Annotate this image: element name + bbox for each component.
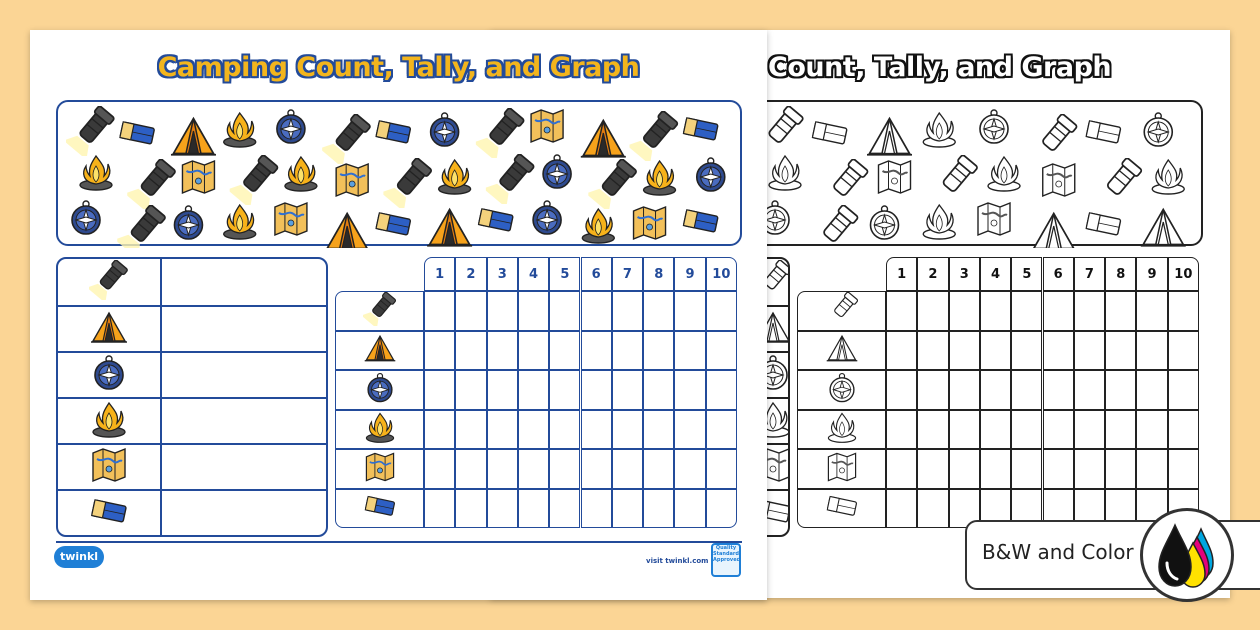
graph-column-number: 5 xyxy=(1011,257,1042,291)
graph-cell[interactable] xyxy=(518,370,549,410)
graph-cell[interactable] xyxy=(1105,370,1136,410)
flashlight-icon xyxy=(825,292,859,326)
graph-cell[interactable] xyxy=(917,291,948,331)
graph-cell[interactable] xyxy=(487,489,518,529)
graph-cell[interactable] xyxy=(643,489,674,529)
sleeping-bag-icon xyxy=(1086,121,1121,143)
graph-cell[interactable] xyxy=(612,331,643,371)
graph-cell[interactable] xyxy=(917,370,948,410)
map-icon xyxy=(363,450,397,484)
campfire-icon xyxy=(224,205,256,239)
graph-cell[interactable] xyxy=(980,370,1011,410)
campfire-icon xyxy=(923,113,955,147)
tally-icon-cell xyxy=(58,307,162,351)
graph-cell[interactable] xyxy=(706,449,737,489)
compass-icon xyxy=(1144,113,1172,146)
graph-column-number: 3 xyxy=(487,257,518,291)
flashlight-icon xyxy=(473,104,528,162)
bw-camping-pictures xyxy=(747,102,1205,248)
flashlight-icon xyxy=(766,105,804,145)
graph-cell[interactable] xyxy=(424,489,455,529)
sleeping-bag-icon xyxy=(683,118,718,140)
flashlight-icon xyxy=(381,154,436,212)
graph-cell[interactable] xyxy=(1011,449,1042,489)
graph-cell[interactable] xyxy=(1105,331,1136,371)
tally-mark-cell[interactable] xyxy=(164,491,326,535)
graph-cell[interactable] xyxy=(518,291,549,331)
graph-cell[interactable] xyxy=(917,410,948,450)
ink-drops-badge xyxy=(1140,508,1234,602)
graph-cell[interactable] xyxy=(643,291,674,331)
graph-cell[interactable] xyxy=(549,291,580,331)
graph-cell[interactable] xyxy=(487,331,518,371)
flashlight-icon xyxy=(831,158,869,198)
graph-cell[interactable] xyxy=(518,410,549,450)
campfire-icon xyxy=(923,205,955,239)
map-icon xyxy=(634,207,666,239)
graph-row-icon-sleeping-bag xyxy=(797,489,886,529)
flashlight-icon xyxy=(227,151,282,209)
graph-cell[interactable] xyxy=(1043,331,1074,371)
bw-bar-graph-grid xyxy=(795,257,1205,529)
graph-cell[interactable] xyxy=(1011,370,1042,410)
graph-cell[interactable] xyxy=(455,370,486,410)
flashlight-icon xyxy=(940,154,978,194)
tent-icon xyxy=(363,331,397,365)
graph-cell[interactable] xyxy=(917,489,948,529)
sleeping-bag-icon xyxy=(812,122,847,144)
map-icon xyxy=(336,164,368,196)
graph-column-number: 1 xyxy=(886,257,917,291)
graph-cell[interactable] xyxy=(455,331,486,371)
graph-cell[interactable] xyxy=(674,331,705,371)
graph-row-icon-flashlight xyxy=(797,291,886,331)
graph-cell[interactable] xyxy=(581,291,612,331)
flashlight-icon xyxy=(320,110,375,168)
color-picture-box xyxy=(56,100,742,246)
compass-icon xyxy=(174,206,202,239)
campfire-icon xyxy=(89,399,129,439)
graph-row-icon-flashlight xyxy=(335,291,424,331)
graph-cell[interactable] xyxy=(424,331,455,371)
graph-cell[interactable] xyxy=(643,331,674,371)
flashlight-icon xyxy=(125,155,180,213)
campfire-icon xyxy=(80,156,112,190)
compass-icon xyxy=(533,201,561,234)
graph-cell[interactable] xyxy=(612,410,643,450)
map-icon xyxy=(531,110,563,142)
tent-icon xyxy=(171,119,216,155)
graph-cell[interactable] xyxy=(980,291,1011,331)
graph-cell[interactable] xyxy=(1105,410,1136,450)
flashlight-icon xyxy=(63,102,118,160)
tent-icon xyxy=(825,331,859,365)
tent-icon xyxy=(89,307,129,347)
campfire-icon xyxy=(363,410,397,444)
graph-cell[interactable] xyxy=(886,331,917,371)
compass-icon xyxy=(697,158,725,191)
graph-cell[interactable] xyxy=(487,410,518,450)
graph-column-number: 8 xyxy=(1105,257,1136,291)
tent-icon xyxy=(1031,214,1076,249)
graph-column-number: 8 xyxy=(643,257,674,291)
graph-cell[interactable] xyxy=(455,489,486,529)
map-icon xyxy=(275,203,307,235)
graph-cell[interactable] xyxy=(1168,331,1199,371)
graph-cell[interactable] xyxy=(1043,291,1074,331)
graph-cell[interactable] xyxy=(424,449,455,489)
map-icon xyxy=(89,445,129,485)
graph-cell[interactable] xyxy=(674,291,705,331)
quality-badge xyxy=(711,543,741,577)
tally-row-compass xyxy=(58,351,326,397)
color-tally-table xyxy=(56,257,328,537)
tally-icon-cell xyxy=(58,445,162,489)
graph-cell[interactable] xyxy=(643,410,674,450)
graph-cell[interactable] xyxy=(1074,410,1105,450)
graph-cell[interactable] xyxy=(706,410,737,450)
graph-column-number: 2 xyxy=(455,257,486,291)
tent-icon xyxy=(325,214,370,249)
map-icon xyxy=(1043,164,1075,196)
graph-cell[interactable] xyxy=(581,370,612,410)
graph-cell[interactable] xyxy=(1168,449,1199,489)
campfire-icon xyxy=(988,157,1020,191)
tally-mark-cell[interactable] xyxy=(164,445,326,489)
compass-icon xyxy=(871,206,899,239)
graph-cell[interactable] xyxy=(917,331,948,371)
graph-row-icon-map xyxy=(335,449,424,489)
flashlight-icon xyxy=(1040,113,1078,153)
graph-cell[interactable] xyxy=(549,370,580,410)
flashlight-icon xyxy=(483,150,538,208)
campfire-icon xyxy=(825,410,859,444)
graph-cell[interactable] xyxy=(487,449,518,489)
graph-cell[interactable] xyxy=(1043,370,1074,410)
graph-cell[interactable] xyxy=(1136,291,1167,331)
graph-cell[interactable] xyxy=(1168,291,1199,331)
graph-column-number: 3 xyxy=(949,257,980,291)
graph-cell[interactable] xyxy=(612,449,643,489)
graph-cell[interactable] xyxy=(581,331,612,371)
map-icon xyxy=(879,161,911,193)
compass-icon xyxy=(825,371,859,405)
color-worksheet xyxy=(30,30,767,600)
sleeping-bag-icon xyxy=(825,489,859,523)
graph-cell[interactable] xyxy=(581,410,612,450)
graph-cell[interactable] xyxy=(1136,331,1167,371)
bw-picture-box xyxy=(745,100,1203,246)
campfire-icon xyxy=(439,160,471,194)
graph-cell[interactable] xyxy=(1011,291,1042,331)
graph-row-icon-compass xyxy=(335,370,424,410)
graph-cell[interactable] xyxy=(949,331,980,371)
graph-cell[interactable] xyxy=(706,370,737,410)
map-icon xyxy=(978,203,1010,235)
graph-cell[interactable] xyxy=(1011,331,1042,371)
graph-cell[interactable] xyxy=(1074,370,1105,410)
graph-cell[interactable] xyxy=(518,449,549,489)
graph-cell[interactable] xyxy=(1074,291,1105,331)
tally-mark-cell[interactable] xyxy=(164,399,326,443)
graph-column-number: 10 xyxy=(1168,257,1199,291)
graph-cell[interactable] xyxy=(549,331,580,371)
graph-row-icon-campfire xyxy=(797,410,886,450)
graph-cell[interactable] xyxy=(980,331,1011,371)
graph-column-number: 4 xyxy=(518,257,549,291)
graph-column-number: 9 xyxy=(1136,257,1167,291)
graph-cell[interactable] xyxy=(581,489,612,529)
graph-cell[interactable] xyxy=(424,370,455,410)
graph-cell[interactable] xyxy=(886,449,917,489)
graph-column-number: 5 xyxy=(549,257,580,291)
flashlight-icon xyxy=(363,292,397,326)
compass-icon xyxy=(431,113,459,146)
graph-cell[interactable] xyxy=(455,291,486,331)
sleeping-bag-icon xyxy=(89,491,129,531)
sleeping-bag-icon xyxy=(683,210,718,232)
flashlight-icon xyxy=(89,260,129,300)
visit-link-text: visit twinkl.com xyxy=(646,557,709,565)
sleeping-bag-icon xyxy=(363,489,397,523)
graph-cell[interactable] xyxy=(1168,370,1199,410)
tent-icon xyxy=(581,121,626,157)
graph-cell[interactable] xyxy=(1011,410,1042,450)
tally-icon-cell xyxy=(58,399,162,443)
graph-cell[interactable] xyxy=(643,370,674,410)
tally-row-map xyxy=(58,443,326,489)
ink-drops-icon xyxy=(1151,519,1223,591)
twinkl-logo: twinkl xyxy=(54,546,104,568)
graph-cell[interactable] xyxy=(706,489,737,529)
graph-cell[interactable] xyxy=(886,489,917,529)
graph-cell[interactable] xyxy=(949,370,980,410)
graph-cell[interactable] xyxy=(674,410,705,450)
graph-cell[interactable] xyxy=(549,449,580,489)
graph-column-number: 6 xyxy=(1043,257,1074,291)
graph-column-number: 9 xyxy=(674,257,705,291)
sleeping-bag-icon xyxy=(376,213,411,235)
graph-row-icon-tent xyxy=(797,331,886,371)
tally-row-campfire xyxy=(58,397,326,443)
graph-column-number: 4 xyxy=(980,257,1011,291)
footer-divider xyxy=(56,541,742,543)
graph-cell[interactable] xyxy=(980,449,1011,489)
graph-cell[interactable] xyxy=(674,489,705,529)
campfire-icon xyxy=(644,161,676,195)
graph-cell[interactable] xyxy=(886,410,917,450)
tally-row-tent xyxy=(58,305,326,351)
tally-row-flashlight xyxy=(58,259,326,305)
sleeping-bag-icon xyxy=(1086,213,1121,235)
graph-cell[interactable] xyxy=(424,410,455,450)
tally-icon-cell xyxy=(58,491,162,535)
tally-row-sleeping-bag xyxy=(58,489,326,535)
graph-cell[interactable] xyxy=(518,331,549,371)
campfire-icon xyxy=(582,209,614,243)
graph-cell[interactable] xyxy=(612,291,643,331)
graph-row-icon-compass xyxy=(797,370,886,410)
graph-cell[interactable] xyxy=(1136,410,1167,450)
tent-icon xyxy=(867,119,912,155)
graph-cell[interactable] xyxy=(1043,449,1074,489)
sleeping-bag-icon xyxy=(479,209,514,231)
map-icon xyxy=(825,450,859,484)
graph-cell[interactable] xyxy=(1043,410,1074,450)
graph-cell[interactable] xyxy=(886,370,917,410)
campfire-icon xyxy=(285,157,317,191)
compass-icon xyxy=(72,201,100,234)
graph-cell[interactable] xyxy=(455,410,486,450)
graph-cell[interactable] xyxy=(674,449,705,489)
graph-cell[interactable] xyxy=(487,370,518,410)
graph-cell[interactable] xyxy=(917,449,948,489)
tally-icon-cell xyxy=(58,259,162,305)
flashlight-icon xyxy=(1104,157,1142,197)
graph-cell[interactable] xyxy=(612,489,643,529)
graph-cell[interactable] xyxy=(1105,291,1136,331)
graph-cell[interactable] xyxy=(487,291,518,331)
compass-icon xyxy=(980,110,1008,143)
graph-column-number: 1 xyxy=(424,257,455,291)
tally-icon-cell xyxy=(58,353,162,397)
graph-cell[interactable] xyxy=(949,449,980,489)
graph-cell[interactable] xyxy=(1074,449,1105,489)
flashlight-icon xyxy=(821,204,859,244)
tally-mark-cell[interactable] xyxy=(164,353,326,397)
compass-icon xyxy=(543,155,571,188)
graph-cell[interactable] xyxy=(643,449,674,489)
graph-cell[interactable] xyxy=(1168,410,1199,450)
graph-column-number: 7 xyxy=(1074,257,1105,291)
graph-cell[interactable] xyxy=(886,291,917,331)
bw-and-color-label: B&W and Color xyxy=(982,540,1134,564)
graph-cell[interactable] xyxy=(1074,331,1105,371)
color-bar-graph-grid xyxy=(333,257,743,529)
flashlight-icon xyxy=(586,155,641,213)
graph-row-icon-map xyxy=(797,449,886,489)
sleeping-bag-icon xyxy=(376,121,411,143)
compass-icon xyxy=(363,371,397,405)
graph-column-number: 2 xyxy=(917,257,948,291)
graph-cell[interactable] xyxy=(455,449,486,489)
color-camping-pictures xyxy=(58,102,744,248)
graph-cell[interactable] xyxy=(706,331,737,371)
graph-cell[interactable] xyxy=(949,410,980,450)
graph-cell[interactable] xyxy=(612,370,643,410)
campfire-icon xyxy=(1152,160,1184,194)
compass-icon xyxy=(277,110,305,143)
compass-icon xyxy=(89,353,129,393)
tally-mark-cell[interactable] xyxy=(164,307,326,351)
graph-cell[interactable] xyxy=(549,489,580,529)
graph-cell[interactable] xyxy=(674,370,705,410)
graph-row-icon-campfire xyxy=(335,410,424,450)
graph-cell[interactable] xyxy=(1136,449,1167,489)
bw-worksheet-title: Count, Tally, and Graph xyxy=(768,52,1112,83)
campfire-icon xyxy=(769,156,801,190)
sleeping-bag-icon xyxy=(120,122,155,144)
color-worksheet-title: Camping Count, Tally, and Graph xyxy=(157,52,640,83)
graph-column-number: 10 xyxy=(706,257,737,291)
map-icon xyxy=(182,161,214,193)
tent-icon xyxy=(427,210,472,246)
graph-row-icon-sleeping-bag xyxy=(335,489,424,529)
graph-row-icon-tent xyxy=(335,331,424,371)
graph-cell[interactable] xyxy=(949,291,980,331)
graph-cell[interactable] xyxy=(1105,449,1136,489)
campfire-icon xyxy=(224,113,256,147)
graph-cell[interactable] xyxy=(1136,370,1167,410)
graph-cell[interactable] xyxy=(706,291,737,331)
graph-column-number: 7 xyxy=(612,257,643,291)
tally-mark-cell[interactable] xyxy=(164,259,326,305)
quality-badge-text: Quality Standard Approved xyxy=(713,545,741,563)
graph-cell[interactable] xyxy=(549,410,580,450)
graph-cell[interactable] xyxy=(424,291,455,331)
flashlight-icon xyxy=(627,107,682,165)
graph-column-number: 6 xyxy=(581,257,612,291)
graph-cell[interactable] xyxy=(518,489,549,529)
graph-cell[interactable] xyxy=(581,449,612,489)
tent-icon xyxy=(1141,210,1186,246)
graph-cell[interactable] xyxy=(980,410,1011,450)
